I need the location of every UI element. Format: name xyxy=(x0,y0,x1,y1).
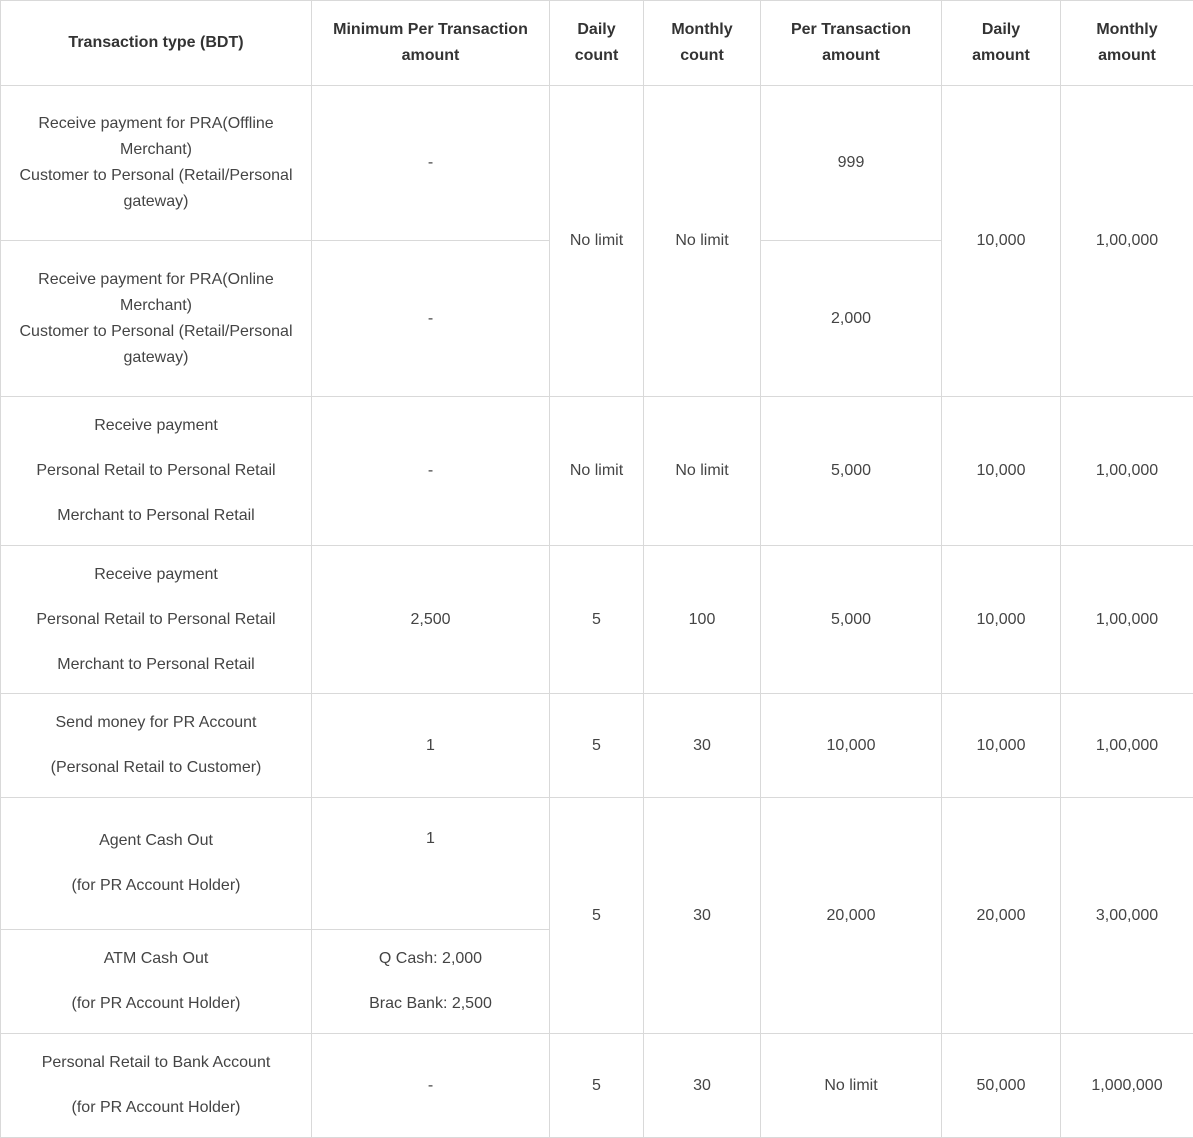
daily-count-cell: 5 xyxy=(550,798,644,1034)
monthly-amount-cell: 1,00,000 xyxy=(1061,694,1193,798)
min-amount-cell: - xyxy=(312,1034,550,1138)
table-row xyxy=(1,1034,1193,1138)
transaction-type-label: Send money for PR Account xyxy=(11,710,301,736)
per-transaction-amount-cell: 5,000 xyxy=(761,546,942,694)
daily-count-cell: 5 xyxy=(550,694,644,798)
monthly-count-cell: 30 xyxy=(644,1034,761,1138)
transaction-type-sublabel: Merchant to Personal Retail xyxy=(11,503,301,529)
per-transaction-amount-cell: 2,000 xyxy=(761,241,942,397)
header-min-amount: Minimum Per Transaction amount xyxy=(312,1,550,86)
monthly-count-cell: 100 xyxy=(644,546,761,694)
transaction-type-cell xyxy=(1,930,312,1034)
transaction-type-cell xyxy=(1,1034,312,1138)
daily-amount-cell: 10,000 xyxy=(942,694,1061,798)
header-daily-amount: Daily amount xyxy=(942,1,1061,86)
transaction-type-sublabel: Customer to Personal (Retail/Personal gateway) xyxy=(11,163,301,215)
transaction-type-sublabel: (Personal Retail to Customer) xyxy=(11,755,301,781)
min-amount-cell xyxy=(312,930,550,1034)
transaction-type-label: Receive payment xyxy=(11,413,301,439)
monthly-count-cell: No limit xyxy=(644,86,761,397)
transaction-type-cell xyxy=(1,798,312,930)
monthly-count-cell: 30 xyxy=(644,798,761,1034)
daily-amount-cell: 10,000 xyxy=(942,546,1061,694)
daily-amount-cell: 50,000 xyxy=(942,1034,1061,1138)
table-row xyxy=(1,798,1193,930)
min-amount-qcash: Q Cash: 2,000 xyxy=(322,946,539,972)
transaction-type-sublabel: Personal Retail to Personal Retail xyxy=(11,607,301,633)
transaction-type-cell xyxy=(1,86,312,241)
min-amount-cell: 2,500 xyxy=(312,546,550,694)
transaction-type-sublabel: Customer to Personal (Retail/Personal gateway) xyxy=(11,319,301,371)
transaction-type-label: Receive payment for PRA(Online Merchant) xyxy=(11,267,301,319)
daily-count-cell: 5 xyxy=(550,1034,644,1138)
transaction-type-sublabel: Merchant to Personal Retail xyxy=(11,652,301,678)
header-monthly-amount: Monthly amount xyxy=(1061,1,1193,86)
min-amount-cell: - xyxy=(312,397,550,546)
per-transaction-amount-cell: No limit xyxy=(761,1034,942,1138)
transaction-type-sublabel: Personal Retail to Personal Retail xyxy=(11,458,301,484)
daily-amount-cell: 20,000 xyxy=(942,798,1061,1034)
transaction-type-label: Receive payment for PRA(Offline Merchant) xyxy=(11,111,301,163)
transaction-type-cell xyxy=(1,241,312,397)
header-monthly-count: Monthly count xyxy=(644,1,761,86)
monthly-amount-cell: 1,00,000 xyxy=(1061,86,1193,397)
daily-amount-cell: 10,000 xyxy=(942,86,1061,397)
daily-count-cell: 5 xyxy=(550,546,644,694)
min-amount-cell: 1 xyxy=(312,798,550,930)
monthly-amount-cell: 1,000,000 xyxy=(1061,1034,1193,1138)
header-per-transaction-amount: Per Transaction amount xyxy=(761,1,942,86)
table-row xyxy=(1,546,1193,694)
transaction-type-label: Agent Cash Out xyxy=(11,828,301,854)
min-amount-cell: - xyxy=(312,241,550,397)
header-daily-count: Daily count xyxy=(550,1,644,86)
transaction-type-label: ATM Cash Out xyxy=(11,946,301,972)
per-transaction-amount-cell: 999 xyxy=(761,86,942,241)
per-transaction-amount-cell: 20,000 xyxy=(761,798,942,1034)
daily-count-cell: No limit xyxy=(550,86,644,397)
monthly-amount-cell: 3,00,000 xyxy=(1061,798,1193,1034)
min-amount-cell: - xyxy=(312,86,550,241)
monthly-count-cell: 30 xyxy=(644,694,761,798)
transaction-type-cell xyxy=(1,397,312,546)
transaction-type-cell xyxy=(1,694,312,798)
transaction-type-label: Personal Retail to Bank Account xyxy=(11,1050,301,1076)
transaction-type-sublabel: (for PR Account Holder) xyxy=(11,991,301,1017)
transaction-type-label: Receive payment xyxy=(11,562,301,588)
table-row xyxy=(1,694,1193,798)
daily-amount-cell: 10,000 xyxy=(942,397,1061,546)
transaction-type-cell xyxy=(1,546,312,694)
daily-count-cell: No limit xyxy=(550,397,644,546)
table-row xyxy=(1,397,1193,546)
min-amount-cell: 1 xyxy=(312,694,550,798)
per-transaction-amount-cell: 10,000 xyxy=(761,694,942,798)
transaction-type-sublabel: (for PR Account Holder) xyxy=(11,1095,301,1121)
per-transaction-amount-cell: 5,000 xyxy=(761,397,942,546)
monthly-amount-cell: 1,00,000 xyxy=(1061,397,1193,546)
header-transaction-type: Transaction type (BDT) xyxy=(1,1,312,86)
min-amount-brac-bank: Brac Bank: 2,500 xyxy=(322,991,539,1017)
table-header-row xyxy=(1,1,1193,86)
monthly-count-cell: No limit xyxy=(644,397,761,546)
transaction-type-sublabel: (for PR Account Holder) xyxy=(11,873,301,899)
table-row xyxy=(1,86,1193,241)
monthly-amount-cell: 1,00,000 xyxy=(1061,546,1193,694)
